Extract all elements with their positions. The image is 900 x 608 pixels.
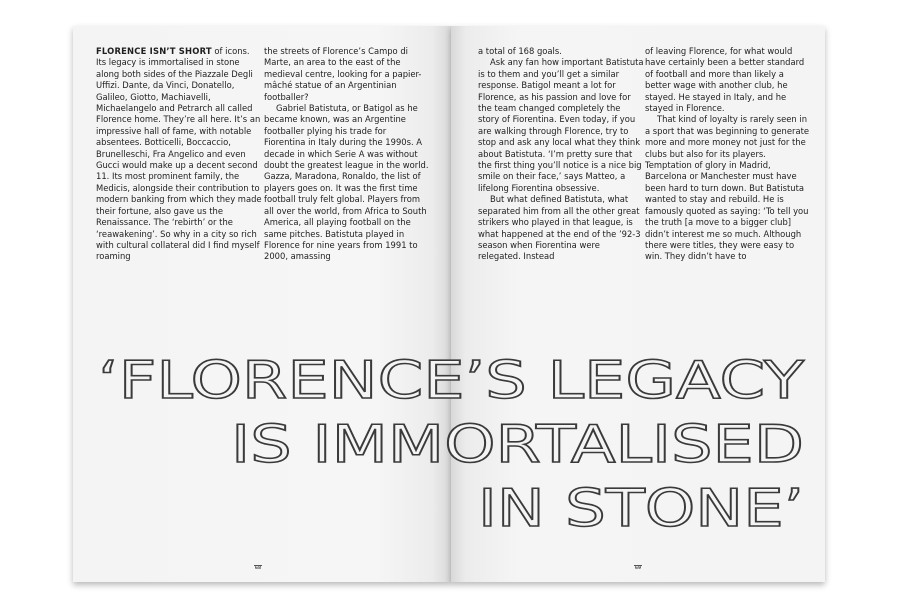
- lead-in: FLORENCE ISN’T SHORT: [96, 46, 212, 56]
- paragraph: But what defined Batistuta, what separated him from all the other great strikers who played in that league, is what happened at the end of the ’92-3 season when Fiorentina were relegated. Instead: [478, 194, 641, 262]
- page-number-left: 68: [254, 566, 262, 571]
- paragraph: That kind of loyalty is rarely seen in a sport that was beginning to generate more and more money not just for the clubs but also for its players. Temptation of glory in Madrid, Barcelona or Manchester must have been hard to turn down. But Batistuta wanted to stay and rebuild. He is famously quoted as saying: ‘To tell you the truth [a move to a bigger club] didn’t interest me so much. Although there were titles, they were easy to win. They didn’t have to: [645, 114, 810, 262]
- page-number-right: 69: [634, 566, 642, 571]
- paragraph: Gabriel Batistuta, or Batigol as he became known, was an Argentine footballer plying his trade for Fiorentina in Italy during the 1990s. A decade in which Serie A was without doubt the greatest league in the world. Gazza, Maradona, Ronaldo, the list of players goes on. It was the first time football truly felt global. Players from all over the world, from Africa to South America, all playing football on the same pitches. Batistuta played in Florence for nine years from 1991 to 2000, amassing: [264, 103, 429, 262]
- pull-quote-line-3: IN STONE’: [478, 479, 804, 539]
- pull-quote-line-2: IS IMMORTALISED: [231, 415, 804, 475]
- paragraph: of leaving Florence, for what would have certainly been a better standard of football and more than likely a better wage with another club, he stayed. He stayed in Italy, and he stayed in Florence.: [645, 46, 805, 114]
- paragraph: a total of 168 goals.: [478, 46, 562, 56]
- paragraph-text: of icons. Its legacy is immortalised in stone along both sides of the Piazzale Degli Uffizi. Dante, da Vinci, Donatello, Galileo, Giotto, Machiavelli, Michaelangelo and Petrarch all called Florence home. They’re all here. It’s an impressive hall of fame, with notable absentees. Botticelli, Boccaccio, Brunelleschi, Fra Angelico and even Gucci would make up a decent second 11. Its most prominent family, the Medicis, alongside their contribution to modern banking from which they made their fortune, also gave us the Renaissance. The ‘rebirth’ or the ‘reawakening’. So why in a city so rich with cultural collateral did I find myself roaming: [96, 46, 262, 262]
- paragraph: the streets of Florence’s Campo di Marte, an area to the east of the medieval centre, looking for a papier-mâché statue of an Argentinian footballer?: [264, 46, 422, 102]
- pull-quote-line-1: ‘FLORENCE’S LEGACY: [98, 351, 805, 411]
- paragraph: Ask any fan how important Batistuta is to them and you’ll get a similar response. Batigol meant a lot for Florence, as his passion and love for the team changed completely the story of Fiorentina. Even today, if you are walking through Florence, try to stop and ask any local what they think about Batistuta. ‘I’m pretty sure that the first thing you’ll notice is a nice big smile on their face,’ says Matteo, a lifelong Fiorentina obsessive.: [478, 57, 644, 193]
